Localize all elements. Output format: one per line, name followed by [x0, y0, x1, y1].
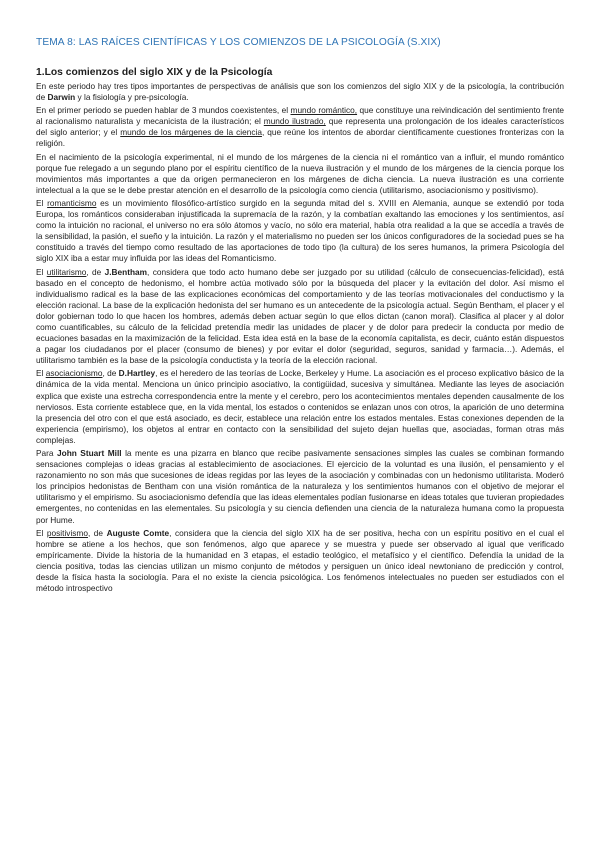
paragraph	[36, 198, 564, 265]
paragraph	[36, 152, 564, 196]
underlined-term: romanticismo	[47, 197, 97, 208]
underlined-term: utilitarismo	[46, 266, 87, 277]
paragraph-text: El	[36, 197, 48, 208]
paragraph-text: que constituye una reivindicación del sentimiento frente al racionalismo naturalista y mecanicista de la ilustración; el	[36, 105, 564, 127]
paragraph-text: Para	[36, 448, 58, 458]
bold-term: John Stuart Mill	[57, 448, 122, 458]
paragraph-text: En el nacimiento de la psicología experimental, ni el mundo de los márgenes de la ciencia ni el romántico van a influir, el mundo romántico porque fue relegado a un segundo plano por el espíritu científico de la nueva ilustración y el mundo de los márgenes de la ciencia porque los movimientos más importantes a que da origen permanecieron en los márgenes de dicha ciencia. La nueva ilustración es una corriente intelectual a la que se le debe prestar atención en el desarrollo de la psicología como ciencia (utilitarismo, asociacionismo y positivismo).	[36, 151, 564, 195]
bold-term: J.Bentham	[104, 266, 148, 277]
paragraph-text: , es el heredero de las teorías de Locke, Berkeley y Hume. La asociación es el proceso explicativo básico de la dinámica de la vida mental. Menciona un único principio asociativo, la contigüidad, sucesiva y simultánea. Mediante las leyes de asociación explica que existe una estrecha correspondencia entre la mente y el cerebro, pero los acontecimientos mentales dependen causalmente de los nerviosos. Esta corriente establece que, en la vida mental, los estados o contenidos se enlazan unos con otros, la aparición de uno determina la presencia del otro con el que está asociado, es decir, establece una relación entre los estados mentales. Estas conexiones dependen de la experiencia (empirismo), los objetos al entrar en contacto con la sensibilidad del sujeto dejan huellas que, asociadas, forman otras más complejas.	[36, 368, 564, 445]
paragraph-text: , que reúne los intentos de abordar científicamente cuestiones fronterizas con la religión.	[36, 127, 564, 149]
paragraph-text: es un movimiento filosófico-artístico surgido en la segunda mitad del s. XVIII en Alemania, aunque se extendió por toda Europa, los románticos consideraban injustificada la supremacía de la razón, y la combatían exaltando las emociones y los sentimientos, así como la intuición no racional, el universo no era sólo átomos y vacío, no sólo era material, había otra realidad a la que se accedía a través de la sensibilidad, la pasión, el sueño y la intuición. La razón y el materialismo no pueden ser los únicos configuradores de la sociedad pues se ha constituido a través del tiempo como resultado de las aportaciones de todo tipo (la cultura) de los seres humanos, la primera Psicología del siglo XIX iba a estar muy influida por las ideas del Romanticismo.	[36, 197, 564, 264]
paragraph-text: , de	[87, 527, 107, 538]
underlined-term: mundo ilustrado,	[263, 116, 326, 127]
paragraph-text: En el primer periodo se pueden hablar de 3 mundos coexistentes, el	[36, 105, 291, 116]
section-heading: 1.Los comienzos del siglo XIX y de la Psicología	[36, 67, 273, 78]
document-page	[36, 36, 564, 596]
document-title: TEMA 8: LAS RAÍCES CIENTÍFICAS Y LOS COMIENZOS DE LA PSICOLOGÍA (S.XIX)	[36, 37, 441, 48]
paragraph	[36, 528, 564, 595]
paragraph-text: , de	[86, 266, 105, 277]
paragraph	[36, 368, 564, 446]
underlined-term: mundo de los márgenes de la ciencia	[120, 127, 262, 138]
paragraph-text: la mente es una pizarra en blanco que recibe pasivamente sensaciones simples las cuales se combinan formando sensaciones complejas o ideas gracias al establecimiento de asociaciones. El ejercicio de la voluntad es una ilusión, el pensamiento y el razonamiento no son más que sucesiones de ideas regidas por las leyes de la asociación y combinadas con un hedonismo utilitarista. Moderó los principios hedonistas de Bentham con una visión romántica de la naturaleza y los sentimientos humanos con el objetivo de mejorar el utilitarismo y el empirismo. Su asociacionismo defendía que las ideas elementales podían fusionarse en ideas totales que tuvieran propiedades emergentes, no contenidas en las elementales. Su psicología y su ciencia defienden una ciencia de la naturaleza humana como la propuesta por Hume.	[36, 448, 564, 525]
bold-term: Darwin	[47, 92, 76, 103]
paragraph-text: , considera que todo acto humano debe ser juzgado por su utilidad (cálculo de consecuencias-felicidad), está basado en el concepto de hedonismo, el hombre actúa motivado sólo por la búsqueda del placer y la evitación del dolor. Así mismo el individualismo radical es la base de las explicaciones económicas del comportamiento y de las teorías motivacionales del conductismo y la elección racional. La base de la explicación hedonista del ser humano es un antecedente de la psicología actual. Según Bentham, el placer y el dolor gobiernan todo lo que hacen los hombres, además deben actuar según lo que ellos dictan (canon moral). Clasifica al placer y al dolor como cuantificables, su cálculo de la felicidad pretendía medir las unidades de placer y de dolor para predecir la conducta por medio de ecuaciones basadas en la maximización de la felicidad. Esta idea está en la base de la economía capitalista, es decir, cuánto están dispuestos a pagar los ciudadanos por el placer (consumo de bienes) y por evitar el dolor (seguridad, seguros, sanidad y farmacia…). Además, el utilitarismo también es la base de la psicología conductista y la teoría de la elección racional.	[36, 266, 564, 366]
document-body	[36, 81, 564, 594]
bold-term: Auguste Comte	[106, 527, 170, 538]
paragraph	[36, 81, 564, 103]
paragraph-text: , considera que la ciencia del siglo XIX ha de ser positiva, hecha con un espíritu positivo en el cual el hombre se atiene a los hechos, que son fenómenos, algo que aparece y se muestra y puede ser observado al igual que verificado empíricamente. Divide la historia de la humanidad en 3 etapas, el estadio teológico, el metafísico y el científico. Defendía la unidad de la ciencia positiva, todas las ciencias utilizan un mismo conjunto de métodos y persiguen un único ideal newtoniano de predicción y control, desde la física hasta la sociología. Para el no existe la ciencia psicológica. Los fenómenos intelectuales no pueden ser estudiados con el método introspectivo	[36, 527, 565, 594]
paragraph	[36, 105, 564, 149]
paragraph	[36, 267, 564, 367]
paragraph	[36, 448, 564, 526]
underlined-term: mundo romántico,	[290, 105, 358, 116]
paragraph-text: y la fisiología y pre-psicología.	[75, 92, 189, 103]
paragraph-text: En este periodo hay tres tipos importantes de perspectivas de análisis que son los comienzos del siglo XIX y de la psicología, la contribución de	[36, 81, 564, 103]
paragraph-text: El	[36, 266, 47, 277]
paragraph-text: que representa una prolongación de los ideales característicos del siglo anterior; y el	[36, 116, 565, 138]
bold-term: D.Hartley	[118, 368, 156, 379]
paragraph-text: El	[36, 527, 47, 538]
paragraph-text: El	[36, 368, 46, 379]
paragraph-text: , de	[102, 368, 119, 379]
underlined-term: asociacionismo	[45, 368, 103, 379]
underlined-term: positivismo	[46, 527, 88, 538]
